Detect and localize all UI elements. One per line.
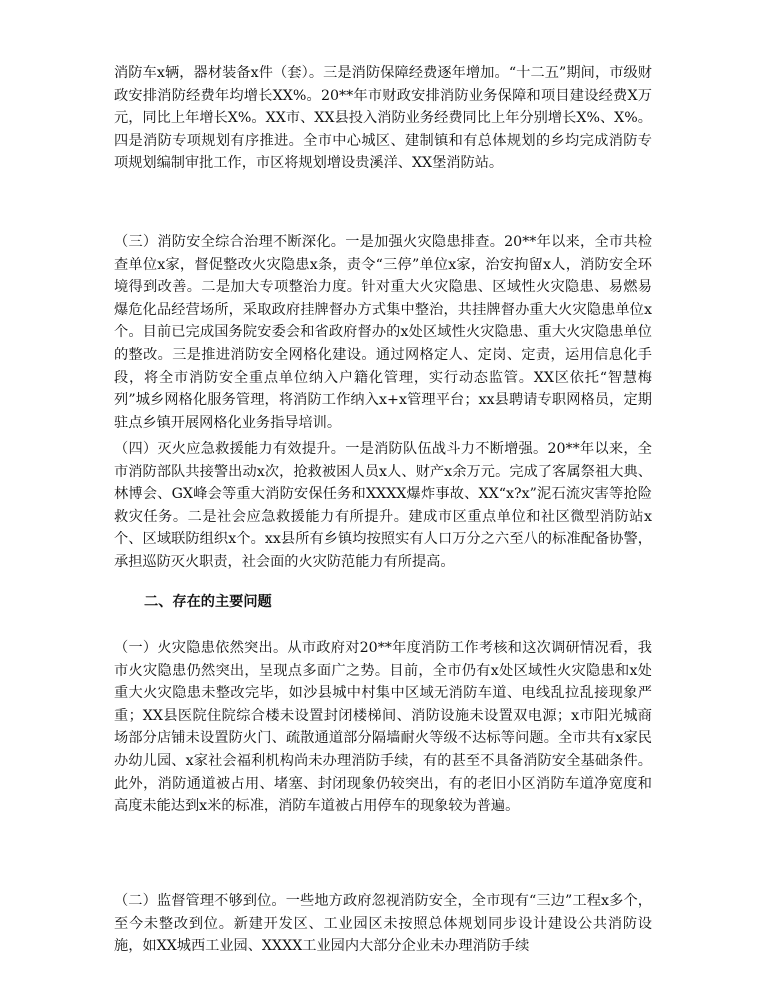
paragraph-rescue-capability: （四）灭火应急救援能力有效提升。一是消防队伍战斗力不断增强。20**年以来，全市消防部队共接警出动x次，抢救被困人员x人、财产x余万元。完成了客属祭祖大典、林博会、GX峰会等重大消防安保任务和XXXX爆炸事故、XX“x?x”泥石流灾害等抢险救灾任务。二是社会应急救援能力有所提升。建成市区重点单位和社区微型消防站x个、区域联防组织x个。xx县所有乡镇均按照实有人口万分之六至八的标准配备协警，承担巡防灭火职责，社会面的火灾防范能力有所提高。 <box>114 441 652 570</box>
paragraph-fire-hazards: （一）火灾隐患依然突出。从市政府对20**年度消防工作考核和这次调研情况看，我市火灾隐患仍然突出，呈现点多面广之势。目前，全市仍有x处区域性火灾隐患和x处重大火灾隐患未整改完毕，如沙县城中村集中区域无消防车道、电线乱拉乱接现象严重；XX县医院住院综合楼未设置封闭楼梯间、消防设施未设置双电源；x市阳光城商场部分店铺未设置防火门、疏散通道部分隔墙耐火等级不达标等问题。全市共有x家民办幼儿园、x家社会福利机构尚未办理消防手续，有的甚至不具备消防安全基础条件。此外，消防通道被占用、堵塞、封闭现象仍较突出，有的老旧小区消防车道净宽度和高度未能达到x米的标准，消防车道被占用停车的现象较为普遍。 <box>114 640 652 815</box>
paragraph-comprehensive-governance: （三）消防安全综合治理不断深化。一是加强火灾隐患排查。20**年以来，全市共检查单位x家，督促整改火灾隐患x条，责令“三停”单位x家，治安拘留x人，消防安全环境得到改善。二是加大专项整治力度。针对重大火灾隐患、区域性火灾隐患、易燃易爆危化品经营场所，采取政府挂牌督办方式集中整治，共挂牌督办重大火灾隐患单位x个。目前已完成国务院安委会和省政府督办的x处区域性火灾隐患、重大火灾隐患单位的整改。三是推进消防安全网格化建设。通过网格定人、定岗、定责，运用信息化手段，将全市消防安全重点单位纳入户籍化管理，实行动态监管。XX区依托“智慧梅列”城乡网格化服务管理，将消防工作纳入x+x管理平台；xx县聘请专职网格员，定期驻点乡镇开展网格化业务指导培训。 <box>114 234 652 431</box>
paragraph-supervision: （二）监督管理不够到位。一些地方政府忽视消防安全，全市现有“三边”工程x多个，至今未整改到位。新建开发区、工业园区未按照总体规划同步设计建设公共消防设施，如XX城西工业园、XXXX工业园内大部分企业未办理消防手续 <box>114 893 652 955</box>
section-heading-main-problems: 二、存在的主要问题 <box>144 594 272 610</box>
paragraph-funding-and-planning: 消防车x辆，器材装备x件（套）。三是消防保障经费逐年增加。“十二五”期间，市级财政安排消防经费年均增长XX%。20**年市财政安排消防业务保障和项目建设经费X万元，同比上年增长X%。XX市、XX县投入消防业务经费同比上年分别增长X%、X%。四是消防专项规划有序推进。全市中心城区、建制镇和有总体规划的乡均完成消防专项规划编制审批工作，市区将规划增设贵溪洋、XX堡消防站。 <box>114 65 652 172</box>
